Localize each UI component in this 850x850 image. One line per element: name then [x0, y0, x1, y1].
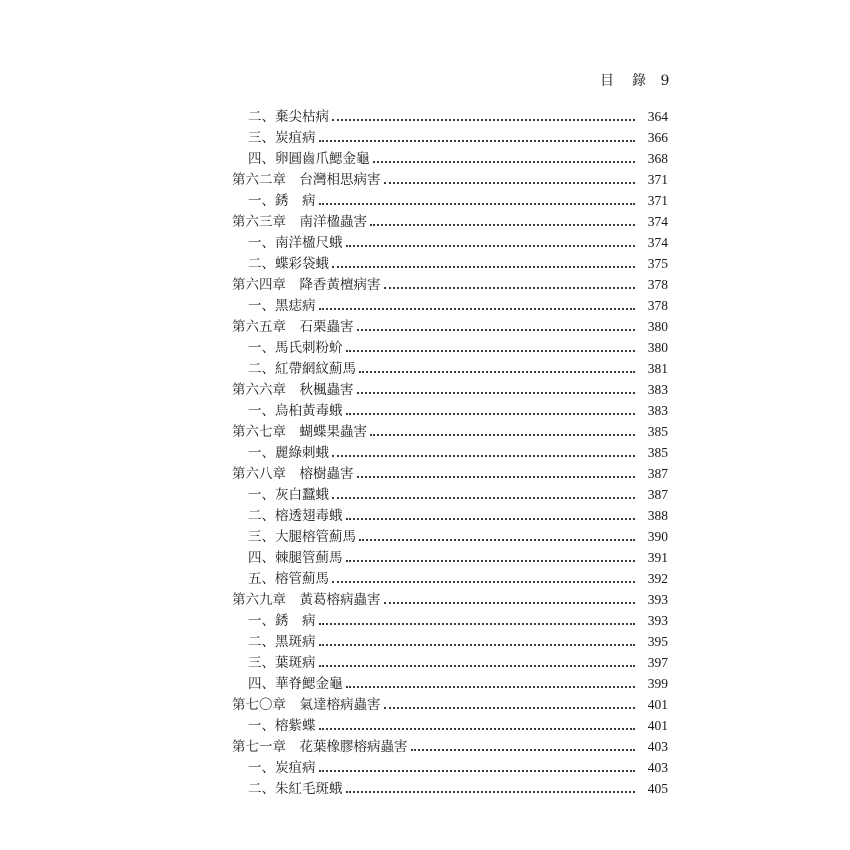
dot-leader [357, 476, 636, 478]
entry-page-number: 388 [647, 508, 668, 523]
toc-section-entry [232, 650, 668, 671]
toc-section-entry [232, 125, 668, 146]
toc-section-entry [232, 188, 668, 209]
toc-chapter-entry [232, 734, 668, 755]
entry-title: 四、卵圓齒爪鰓金龜 [248, 151, 370, 167]
entry-title: 第六九章 黃葛榕病蟲害 [232, 592, 381, 608]
toc-chapter-entry [232, 692, 668, 713]
entry-page-number: 374 [647, 235, 668, 250]
entry-title: 一、銹 病 [248, 613, 316, 629]
dot-leader [346, 560, 636, 562]
toc-chapter-entry [232, 461, 668, 482]
entry-page-number: 393 [647, 613, 668, 628]
entry-title: 四、華脊鰓金龜 [248, 676, 343, 692]
dot-leader [359, 539, 635, 541]
entry-title: 第七〇章 氣達榕病蟲害 [232, 697, 381, 713]
toc-section-entry [232, 146, 668, 167]
entry-page-number: 378 [647, 298, 668, 313]
entry-page-number: 399 [647, 676, 668, 691]
toc-section-entry [232, 776, 668, 797]
toc-section-entry [232, 356, 668, 377]
toc-chapter-entry [232, 419, 668, 440]
dot-leader [346, 686, 636, 688]
toc-section-entry [232, 440, 668, 461]
entry-title: 一、南洋楹尺蛾 [248, 235, 343, 251]
dot-leader [346, 413, 636, 415]
entry-page-number: 401 [647, 718, 668, 733]
dot-leader [346, 350, 636, 352]
toc-section-entry [232, 398, 668, 419]
dot-leader [373, 161, 636, 163]
toc-section-entry [232, 251, 668, 272]
toc-section-entry [232, 566, 668, 587]
entry-title: 第六七章 蝴蝶果蟲害 [232, 424, 367, 440]
entry-page-number: 405 [647, 781, 668, 796]
entry-page-number: 385 [647, 424, 668, 439]
toc-section-entry [232, 671, 668, 692]
dot-leader [332, 581, 635, 583]
entry-title: 四、棘腿管薊馬 [248, 550, 343, 566]
toc-section-entry [232, 524, 668, 545]
dot-leader [357, 392, 636, 394]
entry-title: 第六六章 秋楓蟲害 [232, 382, 354, 398]
entry-page-number: 374 [647, 214, 668, 229]
entry-title: 一、馬氏刺粉蚧 [248, 340, 343, 356]
entry-page-number: 387 [647, 466, 668, 481]
dot-leader [411, 749, 636, 751]
dot-leader [384, 602, 636, 604]
dot-leader [357, 329, 636, 331]
dot-leader [332, 266, 635, 268]
toc-section-entry [232, 503, 668, 524]
toc-chapter-entry [232, 272, 668, 293]
entry-title: 一、灰白蠶蛾 [248, 487, 329, 503]
entry-title: 一、榕紫蝶 [248, 718, 316, 734]
entry-title: 一、麗綠刺蛾 [248, 445, 329, 461]
toc-section-entry [232, 482, 668, 503]
entry-title: 一、炭疽病 [248, 760, 316, 776]
entry-title: 三、炭疽病 [248, 130, 316, 146]
toc-section-entry [232, 629, 668, 650]
entry-page-number: 371 [647, 193, 668, 208]
entry-title: 第六八章 榕樹蟲害 [232, 466, 354, 482]
header-title: 目 錄 [600, 73, 648, 89]
dot-leader [359, 371, 635, 373]
entry-page-number: 366 [647, 130, 668, 145]
entry-page-number: 380 [647, 340, 668, 355]
toc-chapter-entry [232, 377, 668, 398]
entry-page-number: 375 [647, 256, 668, 271]
entry-page-number: 364 [647, 109, 668, 124]
toc-section-entry [232, 755, 668, 776]
dot-leader [384, 182, 636, 184]
entry-page-number: 387 [647, 487, 668, 502]
dot-leader [319, 665, 636, 667]
entry-title: 二、朱紅毛斑蛾 [248, 781, 343, 797]
entry-page-number: 378 [647, 277, 668, 292]
entry-page-number: 383 [647, 382, 668, 397]
dot-leader [319, 623, 636, 625]
entry-page-number: 395 [647, 634, 668, 649]
entry-title: 一、黑痣病 [248, 298, 316, 314]
entry-title: 三、大腿榕管薊馬 [248, 529, 356, 545]
running-head [600, 70, 671, 90]
dot-leader [319, 308, 636, 310]
toc-section-entry [232, 713, 668, 734]
entry-title: 第六二章 台灣相思病害 [232, 172, 381, 188]
toc-chapter-entry [232, 209, 668, 230]
entry-page-number: 403 [647, 760, 668, 775]
entry-page-number: 391 [647, 550, 668, 565]
dot-leader [332, 455, 635, 457]
toc-chapter-entry [232, 167, 668, 188]
entry-page-number: 397 [647, 655, 668, 670]
entry-title: 五、榕管薊馬 [248, 571, 329, 587]
entry-page-number: 403 [647, 739, 668, 754]
entry-page-number: 381 [647, 361, 668, 376]
dot-leader [384, 707, 636, 709]
toc-chapter-entry [232, 314, 668, 335]
entry-title: 二、紅帶網紋薊馬 [248, 361, 356, 377]
dot-leader [384, 287, 636, 289]
entry-title: 二、榕透翅毒蛾 [248, 508, 343, 524]
entry-title: 二、棄尖枯病 [248, 109, 329, 125]
dot-leader [319, 203, 636, 205]
dot-leader [346, 518, 636, 520]
toc-section-entry [232, 608, 668, 629]
entry-title: 二、黑斑病 [248, 634, 316, 650]
entry-page-number: 371 [647, 172, 668, 187]
table-of-contents [232, 104, 668, 797]
dot-leader [346, 245, 636, 247]
entry-page-number: 385 [647, 445, 668, 460]
toc-section-entry [232, 293, 668, 314]
entry-page-number: 401 [647, 697, 668, 712]
entry-title: 一、烏桕黃毒蛾 [248, 403, 343, 419]
dot-leader [332, 497, 635, 499]
header-page-number: 9 [660, 73, 672, 89]
toc-section-entry [232, 104, 668, 125]
entry-page-number: 392 [647, 571, 668, 586]
dot-leader [370, 434, 635, 436]
entry-title: 第六四章 降香黃檀病害 [232, 277, 381, 293]
toc-section-entry [232, 230, 668, 251]
entry-title: 第六五章 石栗蟲害 [232, 319, 354, 335]
toc-section-entry [232, 335, 668, 356]
dot-leader [319, 728, 636, 730]
dot-leader [319, 770, 636, 772]
entry-page-number: 368 [647, 151, 668, 166]
entry-title: 一、銹 病 [248, 193, 316, 209]
dot-leader [332, 119, 635, 121]
dot-leader [319, 140, 636, 142]
entry-page-number: 380 [647, 319, 668, 334]
entry-page-number: 383 [647, 403, 668, 418]
entry-page-number: 393 [647, 592, 668, 607]
dot-leader [370, 224, 635, 226]
entry-title: 第七一章 花葉橡膠榕病蟲害 [232, 739, 408, 755]
dot-leader [346, 791, 636, 793]
entry-title: 三、葉斑病 [248, 655, 316, 671]
entry-page-number: 390 [647, 529, 668, 544]
toc-section-entry [232, 545, 668, 566]
entry-title: 第六三章 南洋楹蟲害 [232, 214, 367, 230]
entry-title: 二、蝶彩袋蛾 [248, 256, 329, 272]
dot-leader [319, 644, 636, 646]
toc-chapter-entry [232, 587, 668, 608]
